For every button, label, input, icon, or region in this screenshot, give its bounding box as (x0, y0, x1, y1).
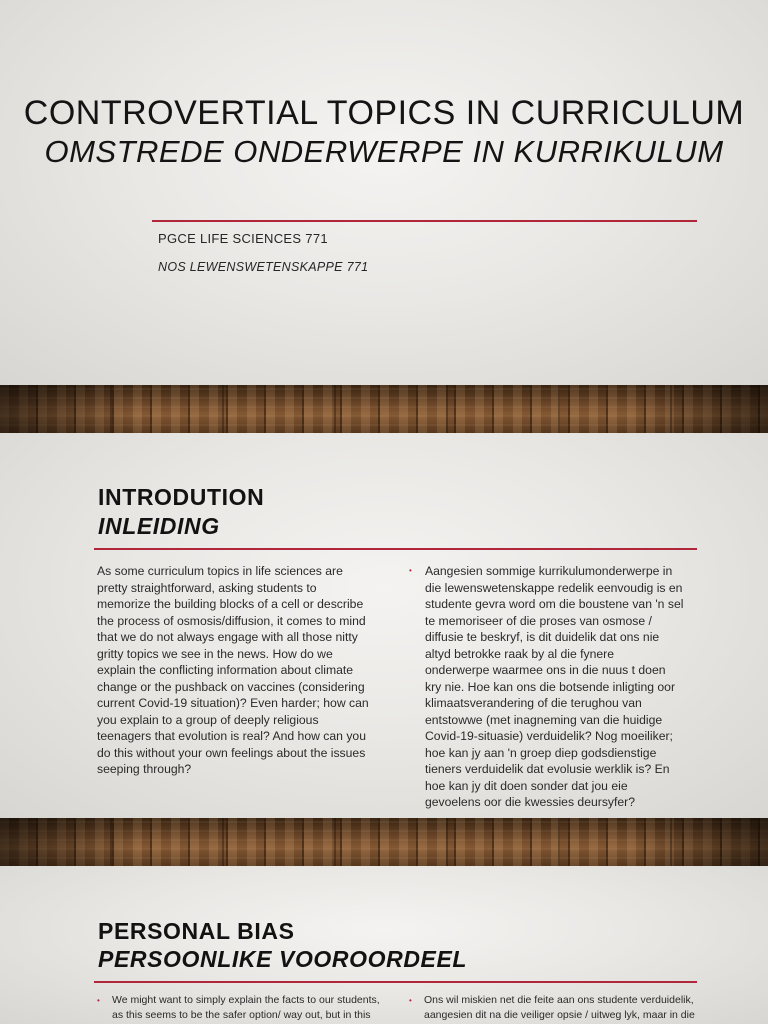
text-line: memorize the building blocks of a cell or describe (97, 597, 364, 611)
text-line: onderwerpe waarmee ons in die nuus t doen (425, 663, 666, 677)
text-line: studente gevra word om die boustene van 'n sel (425, 597, 684, 611)
text-line: pretty straightforward, asking students to (97, 580, 317, 595)
text-line: diffusie te beskryf, is dit duidelik dat ons nie (425, 630, 660, 644)
text-line: that we do not always engage with all those nitty (97, 630, 358, 644)
text-line: aangesien dit na die veiliger opsie / uitweg lyk, maar in die (424, 1009, 695, 1021)
heading-divider (94, 548, 697, 550)
text-line: gritty topics we see in the news. How do we (97, 646, 333, 661)
slide-title-afrikaans: OMSTREDE ONDERWERPE IN KURRIKULUM (44, 134, 724, 169)
bullet-icon: • (97, 996, 100, 1005)
bullet-icon: • (409, 566, 412, 575)
text-line: klimaatsverandering of die terughou van (425, 696, 642, 710)
text-line: kry nie. Hoe kan ons die botsende inligting oor (425, 679, 675, 694)
subtitle-english: PGCE LIFE SCIENCES 771 (158, 231, 328, 246)
wood-floor-band-2 (0, 818, 768, 866)
slide-title-english: CONTROVERTIAL TOPICS IN CURRICULUM (23, 94, 745, 132)
intro-text-afrikaans (425, 563, 720, 811)
text-line: hoe kan jy dit doen sonder dat jou eie (425, 778, 628, 793)
title-divider (152, 220, 697, 222)
heading-afrikaans: INLEIDING (98, 513, 220, 539)
text-line: seeping through? (97, 762, 192, 776)
text-line: tieners verduidelik dat evolusie werklik is? En (425, 762, 670, 776)
text-line: entstowwe (met inagneming van die huidige (425, 712, 663, 727)
introduction-slide (0, 433, 768, 818)
bias-text-english (112, 993, 397, 1023)
text-line: hoe kan jy aan 'n groep diep godsdienstige (425, 745, 657, 760)
heading-divider (94, 981, 697, 983)
text-line: explain the conflicting information about climate (97, 663, 354, 677)
text-line: Aangesien sommige kurrikulumonderwerpe in (425, 564, 673, 578)
text-line: altyd betrokke raak by al die fynere (425, 646, 615, 661)
text-line: die lewenswetenskappe redelik eenvoudig is en (425, 580, 683, 595)
heading-english: PERSONAL BIAS (98, 918, 295, 944)
text-line: te memoriseer of die proses van osmose / (425, 613, 652, 628)
text-line: you explain to a group of deeply religious (97, 712, 319, 727)
text-line: Ons wil miskien net die feite aan ons studente verduidelik, (424, 994, 694, 1006)
heading-english: INTRODUTION (98, 484, 265, 510)
title-slide (0, 0, 768, 385)
text-line: Covid-19-situasie) verduidelik? Nog moeiliker; (425, 729, 673, 743)
text-line: gevoelens oor die kwessies deursyfer? (425, 795, 636, 809)
text-line: the process of osmosis/diffusion, it comes to mind (97, 613, 366, 628)
text-line: As some curriculum topics in life sciences are (97, 564, 343, 578)
bias-text-afrikaans (424, 993, 724, 1023)
wood-floor-band-1 (0, 385, 768, 433)
text-line: We might want to simply explain the facts to our students, (112, 994, 380, 1006)
subtitle-afrikaans: NOS LEWENSWETENSKAPPE 771 (158, 260, 369, 274)
bullet-icon: • (409, 996, 412, 1005)
heading-afrikaans: PERSOONLIKE VOOROORDEEL (98, 946, 468, 972)
intro-text-english (97, 563, 387, 778)
text-line: teenagers that evolution is real? And how can you (97, 729, 366, 743)
text-line: current Covid-19 situation)? Even harder; how can (97, 696, 369, 710)
text-line: do this without your own feelings about the issues (97, 745, 366, 760)
text-line: as this seems to be the safer option/ way out, but in this (112, 1009, 371, 1021)
personal-bias-slide (0, 866, 768, 1024)
text-line: change or the pushback on vaccines (considering (97, 679, 365, 694)
